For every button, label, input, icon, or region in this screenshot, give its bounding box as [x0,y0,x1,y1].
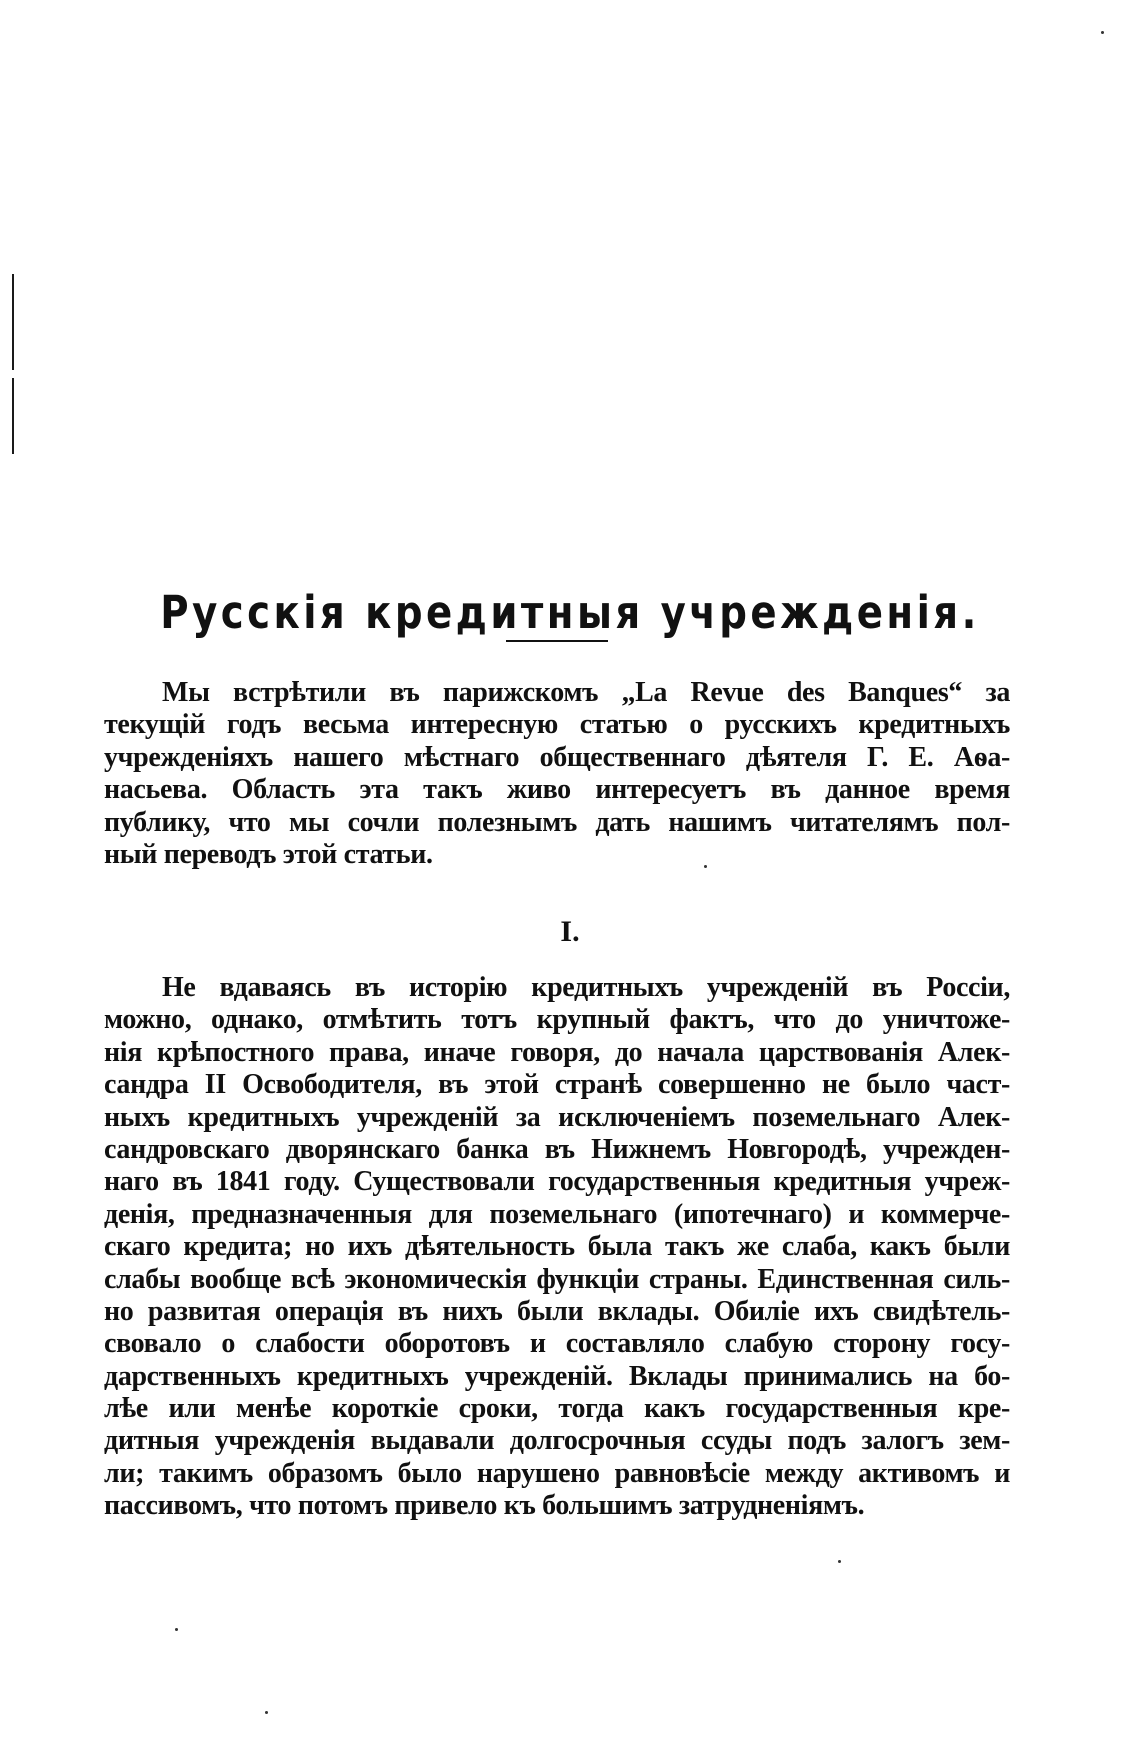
paragraph-line: учрежденіяхъ нашего мѣстнаго общественнаго дѣятеля Г. Е. Аѳа- [104,741,1010,773]
scan-edge-mark [12,274,14,370]
paragraph-line: текущій годъ весьма интересную статью о русскихъ кредитныхъ [104,709,1010,741]
paragraph-line: свовало о слабости оборотовъ и составляло слабую сторону госу- [104,1328,1010,1360]
paragraph-line: лѣе или менѣе короткіе сроки, тогда какъ государственныя кре- [104,1393,1010,1425]
paragraph-line: насьева. Область эта такъ живо интересуетъ въ данное время [104,774,1010,806]
paragraph-line: ный переводъ этой статьи. [104,838,433,870]
paragraph-line: публику, что мы сочли полезнымъ дать нашимъ читателямъ пол- [104,806,1010,838]
paragraph-line: дарственныхъ кредитныхъ учрежденій. Вклады принимались на бо- [104,1360,1010,1392]
section-number: I. [560,915,580,948]
article-title: Русскія кредитныя учрежденія. [160,586,980,640]
paragraph-line: скаго кредита; но ихъ дѣятельность была такъ же слаба, какъ были [104,1231,1010,1263]
scan-speck [1101,31,1104,34]
paragraph-line: но развитая операція въ нихъ были вклады. Обиліе ихъ свидѣтель- [104,1295,1010,1327]
paragraph-line: сандра II Освободителя, въ этой странѣ совершенно не было част- [104,1069,1010,1101]
title-divider [506,640,608,642]
intro-paragraph [104,677,1010,871]
paragraph-line: ли; такимъ образомъ было нарушено равновѣсіе между активомъ и [104,1457,1010,1489]
paragraph-line: денія, предназначенныя для поземельнаго (ипотечнаго) и коммерче- [104,1198,1010,1230]
section-paragraph [104,972,1010,1523]
paragraph-line: сандровскаго дворянскаго банка въ Нижнемъ Новгородѣ, учрежден- [104,1133,1010,1165]
paragraph-line: дитныя учрежденія выдавали долгосрочныя ссуды подъ залогъ зем- [104,1425,1010,1457]
paragraph-line: слабы вообще всѣ экономическія функціи страны. Единственная силь- [104,1263,1010,1295]
paragraph-line: пассивомъ, что потомъ привело къ большимъ затрудненіямъ. [104,1490,865,1522]
paragraph-line: Мы встрѣтили въ парижскомъ „La Revue des Banques“ за [162,677,1010,708]
paragraph-line: нія крѣпостного права, иначе говоря, до начала царствованія Алек- [104,1036,1010,1068]
paragraph-line: ныхъ кредитныхъ учрежденій за исключеніемъ поземельнаго Алек- [104,1101,1010,1133]
scan-speck [175,1628,178,1631]
scan-edge-mark [12,378,14,454]
paragraph-line: Не вдаваясь въ исторію кредитныхъ учрежденій въ Россіи, [162,972,1010,1003]
paragraph-line: можно, однако, отмѣтить тотъ крупный фактъ, что до уничтоже- [104,1004,1010,1036]
paragraph-line: наго въ 1841 году. Существовали государственныя кредитныя учреж- [104,1166,1010,1198]
scan-speck [265,1711,268,1714]
scan-speck [838,1560,841,1563]
